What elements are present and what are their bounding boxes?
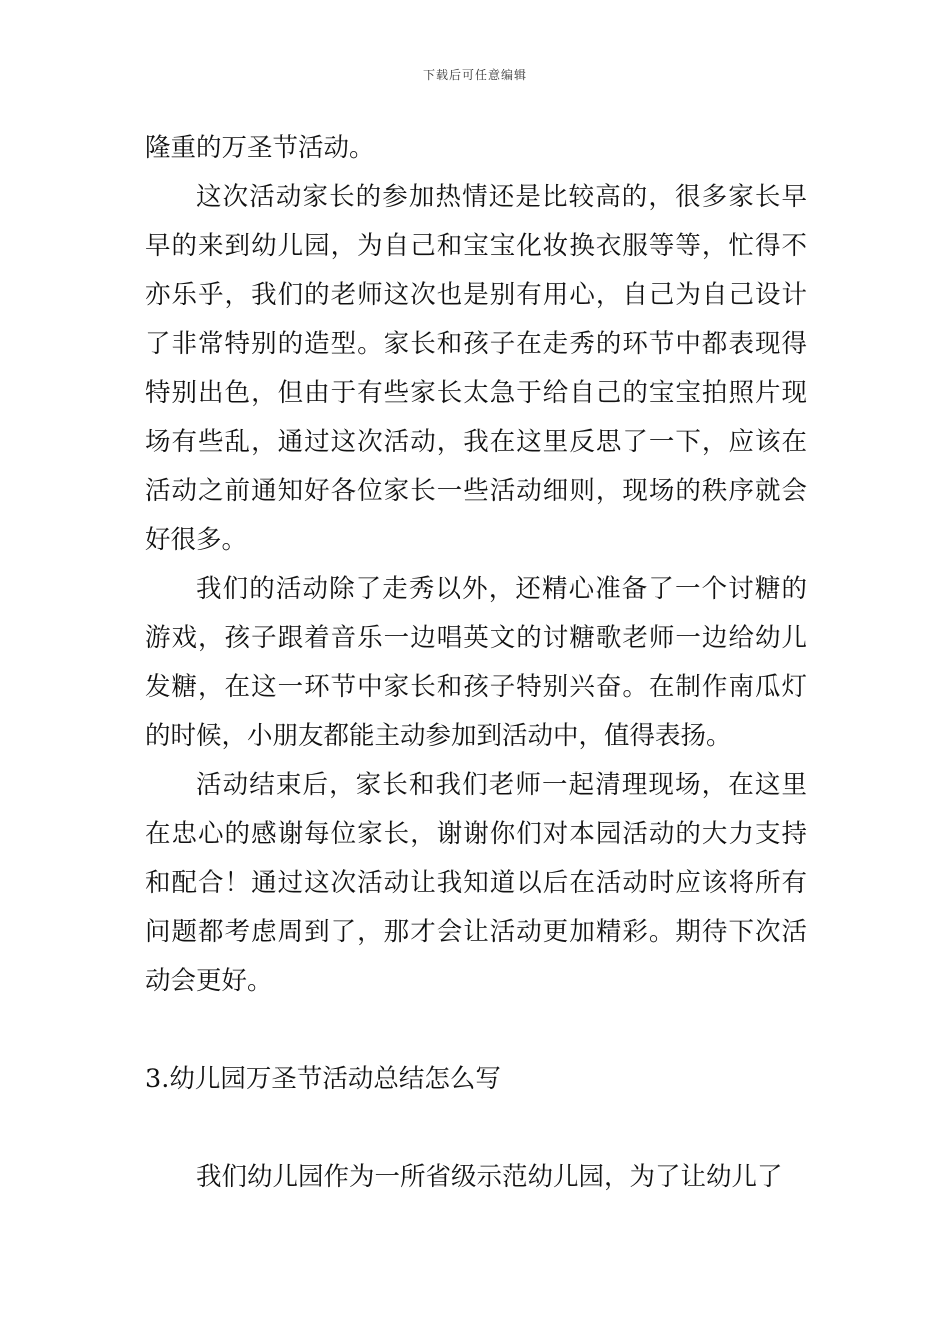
paragraph: 我们的活动除了走秀以外，还精心准备了一个讨糖的游戏，孩子跟着音乐一边唱英文的讨糖歌老师一边给幼儿发糖，在这一环节中家长和孩子特别兴奋。在制作南瓜灯的时候，小朋友都能主动参加到活动中，值得表扬。 [145, 574, 807, 751]
section-heading: 3.幼儿园万圣节活动总结怎么写 [145, 1064, 501, 1094]
page-header: 下载后可任意编辑 [422, 68, 527, 82]
paragraph: 活动结束后，家长和我们老师一起清理现场，在这里在忠心的感谢每位家长，谢谢你们对本园活动的大力支持和配合！通过这次活动让我知道以后在活动时应该将所有问题都考虑周到了，那才会让活动更加精彩。期待下次活动会更好。 [145, 770, 807, 996]
paragraph: 我们幼儿园作为一所省级示范幼儿园，为了让幼儿了 [196, 1162, 783, 1192]
paragraph: 这次活动家长的参加热情还是比较高的，很多家长早早的来到幼儿园，为自己和宝宝化妆换衣服等等，忙得不亦乐乎，我们的老师这次也是别有用心，自己为自己设计了非常特别的造型。家长和孩子在走秀的环节中都表现得特别出色，但由于有些家长太急于给自己的宝宝拍照片现场有些乱，通过这次活动，我在这里反思了一下，应该在活动之前通知好各位家长一些活动细则，现场的秩序就会好很多。 [145, 182, 807, 555]
document-body [145, 124, 807, 1202]
paragraph-continued: 隆重的万圣节活动。 [145, 133, 375, 163]
